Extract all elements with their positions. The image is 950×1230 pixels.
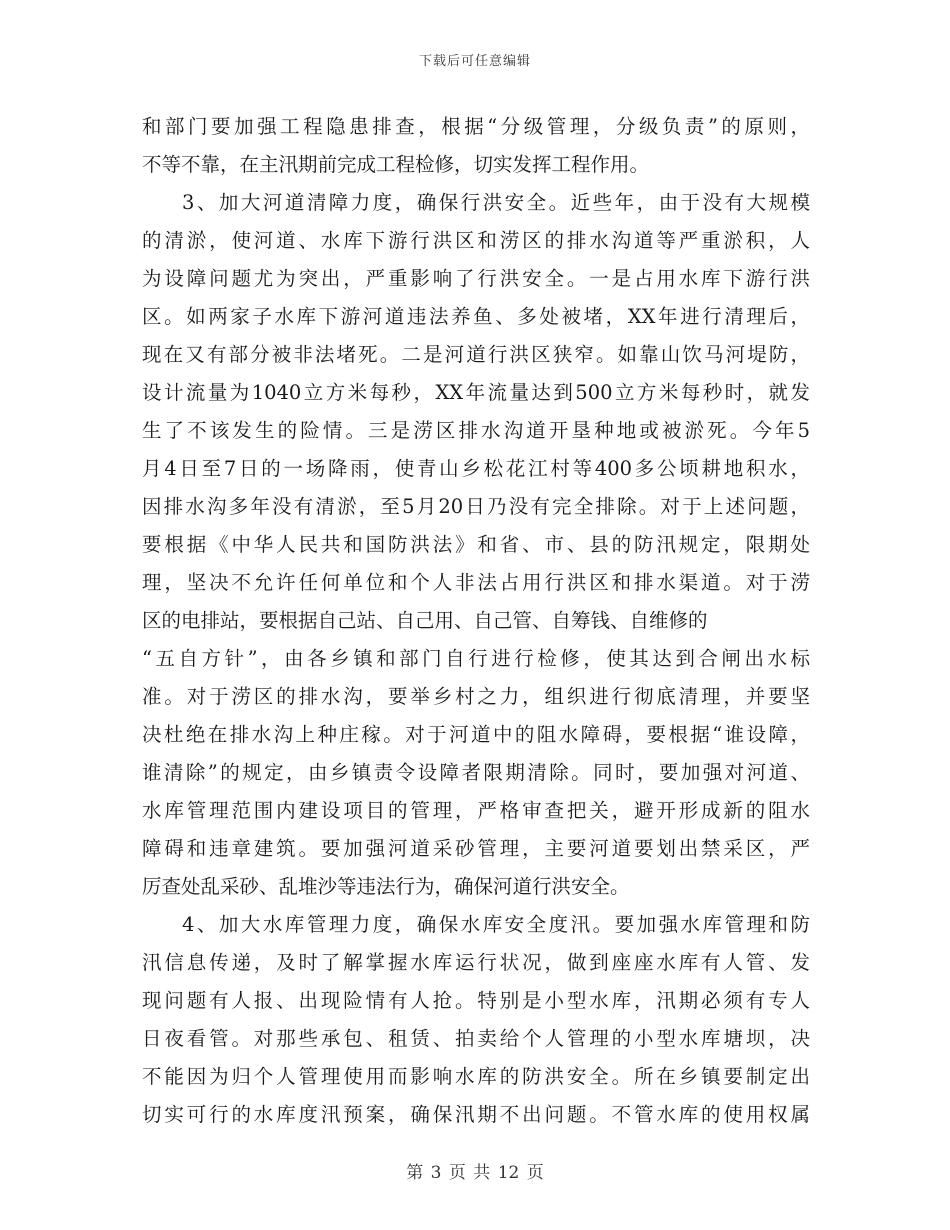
text-line: 不等不靠，在主汛期前完成工程检修，切实发挥工程作用。 <box>142 153 650 176</box>
text-line: 厉查处乱采砂、乱堆沙等违法行为，确保河道行洪安全。 <box>142 875 630 898</box>
text-line: 要根据《中华人民共和国防洪法》和省、市、县的防汛规定，限期处 <box>142 533 810 556</box>
text-line: 设计流量为1040立方米每秒，XX年流量达到500立方米每秒时，就发 <box>142 381 810 404</box>
text-line: 区的电排站，要根据自己站、自己用、自己管、自筹钱、自维修的 <box>142 609 708 632</box>
text-line: 因排水沟多年没有清淤，至5月20日乃没有完全排除。对于上述问题， <box>142 495 810 518</box>
page-header-note: 下载后可任意编辑 <box>418 54 531 69</box>
text-line: 理，坚决不允许任何单位和个人非法占用行洪区和排水渠道。对于涝 <box>142 571 810 594</box>
paragraph-start-line: 3、加大河道清障力度，确保行洪安全。近些年，由于没有大规模 <box>182 191 810 214</box>
text-line: 切实可行的水库度汛预案，确保汛期不出问题。不管水库的使用权属 <box>142 1103 810 1126</box>
text-line: 障碍和违章建筑。要加强河道采砂管理，主要河道要划出禁采区，严 <box>142 837 810 860</box>
text-line: 准。对于涝区的排水沟，要举乡村之力，组织进行彻底清理，并要坚 <box>142 685 810 708</box>
page-number: 第 3 页 共 12 页 <box>406 1163 544 1183</box>
text-line: 的清淤，使河道、水库下游行洪区和涝区的排水沟道等严重淤积，人 <box>142 229 810 252</box>
text-line: 水库管理范围内建设项目的管理，严格审查把关，避开形成新的阻水 <box>142 799 810 822</box>
text-line: “五自方针”，由各乡镇和部门自行进行检修，使其达到合闸出水标 <box>142 647 810 670</box>
text-line: 决杜绝在排水沟上种庄稼。对于河道中的阻水障碍，要根据“谁设障， <box>142 723 810 746</box>
text-line: 生了不该发生的险情。三是涝区排水沟道开垦种地或被淤死。今年5 <box>142 419 810 442</box>
text-line: 区。如两家子水库下游河道违法养鱼、多处被堵，XX年进行清理后， <box>142 305 810 328</box>
text-line: 不能因为归个人管理使用而影响水库的防洪安全。所在乡镇要制定出 <box>142 1065 810 1088</box>
text-line: 谁清除”的规定，由乡镇责令设障者限期清除。同时，要加强对河道、 <box>142 761 810 784</box>
text-line: 现在又有部分被非法堵死。二是河道行洪区狭窄。如靠山饮马河堤防， <box>142 343 810 366</box>
text-line: 现问题有人报、出现险情有人抢。特别是小型水库，汛期必须有专人 <box>142 989 810 1012</box>
text-line: 日夜看管。对那些承包、租赁、拍卖给个人管理的小型水库塘坝，决 <box>142 1027 810 1050</box>
text-line: 汛信息传递，及时了解掌握水库运行状况，做到座座水库有人管、发 <box>142 951 810 974</box>
document-body <box>142 108 810 1134</box>
text-line: 和部门要加强工程隐患排查，根据“分级管理，分级负责”的原则， <box>142 115 810 138</box>
text-line: 为设障问题尤为突出，严重影响了行洪安全。一是占用水库下游行洪 <box>142 267 810 290</box>
paragraph-start-line: 4、加大水库管理力度，确保水库安全度汛。要加强水库管理和防 <box>182 913 810 936</box>
text-line: 月4日至7日的一场降雨，使青山乡松花江村等400多公顷耕地积水， <box>142 457 810 480</box>
